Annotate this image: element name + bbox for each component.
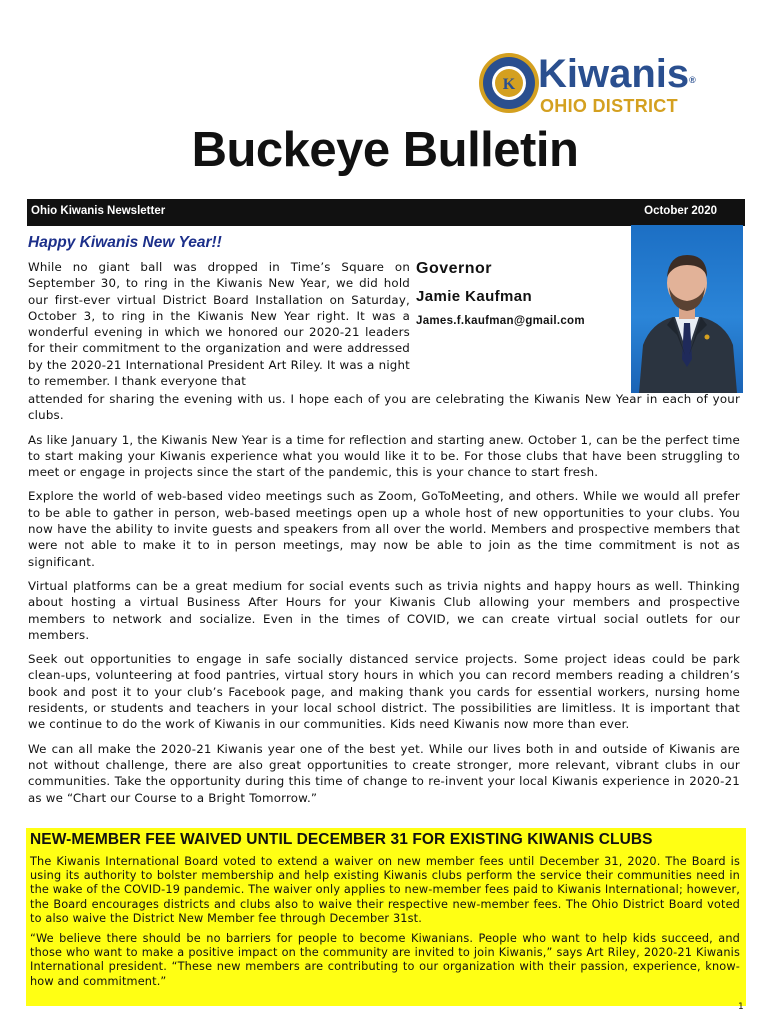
article-paragraph: As like January 1, the Kiwanis New Year is a time for reflection and starting anew. October 1, can be the perfect time to start making your Kiwanis experience what you would like it to be. For those clubs that have been struggling to meet or engage in projects since the start of the pandemic, this is your chance to start fresh. bbox=[28, 432, 740, 480]
notice-body bbox=[30, 855, 740, 995]
article-paragraph: Explore the world of web-based video meetings such as Zoom, GoToMeeting, and others. While we would all prefer to be able to gather in person, web-based meetings open up a whole host of new opportunities to your clubs. You now have the ability to invite guests and speakers from all over the world. Members and prospective members that were not able to make it to in person meetings, may now be able to join as the time commitment is not as significant. bbox=[28, 489, 740, 569]
kiwanis-seal-icon bbox=[478, 52, 540, 114]
article-paragraph: Seek out opportunities to engage in safe socially distanced service projects. Some project ideas could be park clean-ups, volunteering at food pantries, virtual story hours in which you can record members reading a children’s book and post it to your club’s Facebook page, and making thank you cards for essential workers, nursing home residents, or students and teachers in your local school district. The possibilities are limitless. It is important that we continue to do the work of Kiwanis in our communities. Kids need Kiwanis now more than ever. bbox=[28, 652, 740, 732]
notice-title: NEW-MEMBER FEE WAIVED UNTIL DECEMBER 31 FOR EXISTING KIWANIS CLUBS bbox=[30, 831, 653, 848]
trademark-symbol: ® bbox=[689, 75, 696, 85]
governor-photo bbox=[631, 225, 743, 393]
article-intro: While no giant ball was dropped in Time’s Square on September 30, to ring in the Kiwanis New Year, we did hold our first-ever virtual District Board Installation on Saturday, October 3, to ring in the Kiwanis New Year right. It was a wonderful evening in which we honored our 2020-21 leaders for their commitment to the organization and were addressed by the 2020-21 International President Art Riley. It was a night to remember. I thank everyone that bbox=[28, 260, 410, 389]
newsletter-band bbox=[27, 199, 745, 226]
newsletter-title: Buckeye Bulletin bbox=[191, 123, 579, 177]
governor-email: James.f.kaufman@gmail.com bbox=[416, 315, 585, 327]
article-intro-continued: attended for sharing the evening with us. I hope each of you are celebrating the Kiwanis New Year in each of your clubs. bbox=[28, 392, 740, 423]
seal-letter: K bbox=[502, 76, 516, 93]
kiwanis-logo bbox=[478, 52, 738, 118]
governor-title: Governor bbox=[416, 260, 493, 277]
person-portrait-icon bbox=[631, 225, 743, 393]
district-name: OHIO DISTRICT bbox=[540, 96, 678, 116]
governor-name: Jamie Kaufman bbox=[416, 288, 533, 305]
article-paragraph: We can all make the 2020-21 Kiwanis year one of the best yet. While our lives both in and outside of Kiwanis are not without challenge, there are also great opportunities to create stronger, more relevant, vibrant clubs in our communities. Take the opportunity during this time of change to re-invent your local Kiwanis experience in 2020-21 as we “Chart our Course to a Bright Tomorrow.” bbox=[28, 741, 740, 805]
newsletter-name: Ohio Kiwanis Newsletter bbox=[31, 205, 166, 217]
article-body bbox=[28, 391, 740, 814]
kiwanis-wordmark: Kiwanis® bbox=[538, 52, 696, 96]
notice-paragraph: The Kiwanis International Board voted to extend a waiver on new member fees until December 31, 2020. The Board is using its authority to bolster membership and help existing Kiwanis clubs perform the service their communities need in the wake of the COVID-19 pandemic. The waiver only applies to new-member fees paid to Kiwanis International; however, the Board encourages districts and clubs also to waive their respective new-member fees. The Ohio District Board voted to also waive the District New Member fee through December 31st. bbox=[30, 855, 740, 925]
issue-date: October 2020 bbox=[644, 205, 717, 217]
page-number: 1 bbox=[738, 1002, 744, 1012]
notice-paragraph: “We believe there should be no barriers for people to become Kiwanians. People who want to help kids succeed, and those who want to make a positive impact on the community are invited to join Kiwanis,” says Art Riley, 2020-21 Kiwanis International president. “These new members are contributing to our organization with their passion, experience, know-how and commitment.” bbox=[30, 932, 740, 988]
fee-waiver-notice bbox=[26, 828, 746, 1006]
article-paragraph: Virtual platforms can be a great medium for social events such as trivia nights and happy hours as well. Thinking about hosting a virtual Business After Hours for your Kiwanis Club allowing your members and prospective members to network and socialize. Even in the times of COVID, we can create virtual social outlets for our members. bbox=[28, 578, 740, 642]
article-heading: Happy Kiwanis New Year!! bbox=[28, 234, 222, 251]
